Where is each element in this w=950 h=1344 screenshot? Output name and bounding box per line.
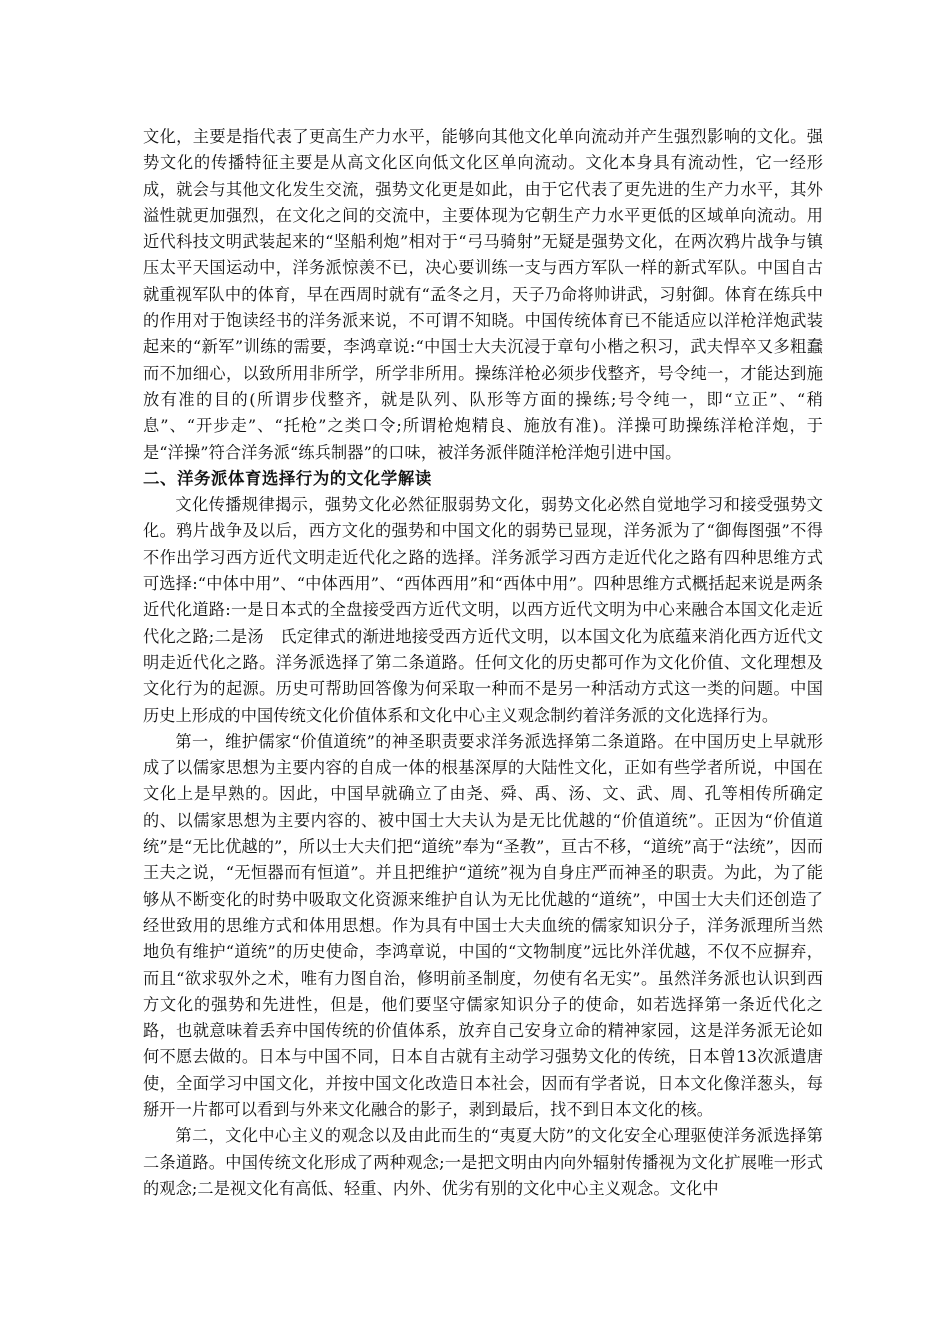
- section-heading: 二、洋务派体育选择行为的文化学解读: [143, 468, 432, 488]
- paragraph: 文化，主要是指代表了更高生产力水平，能够向其他文化单向流动并产生强烈影响的文化。强势文化的传播特征主要是从高文化区向低文化区单向流动。文化本身具有流动性，它一经形成，就会与其他文化发生交流，强势文化更是如此，由于它代表了更先进的生产力水平，其外溢性就更加强烈，在文化之间的交流中，主要体现为它朝生产力水平更低的区域单向流动。用近代科技文明武装起来的“坚船利炮”相对于“弓马骑射”无疑是强势文化，在两次鸦片战争与镇压太平天国运动中，洋务派惊羡不已，决心要训练一支与西方军队一样的新式军队。中国自古就重视军队中的体育，早在西周时就有“孟冬之月，天子乃命将帅讲武，习射御。体育在练兵中的作用对于饱读经书的洋务派来说，不可谓不知晓。中国传统体育已不能适应以洋枪洋炮武装起来的“新军”训练的需要，李鸿章说:“中国士大夫沉浸于章句小楷之积习，武夫悍卒又多粗蠢而不加细心，以致所用非所学，所学非所用。操练洋枪必须步伐整齐，号令纯一，才能达到施放有准的目的(所谓步伐整齐，就是队列、队形等方面的操练;号令纯一，即“立正”、“稍息”、“开步走”、“托枪”之类口令;所谓枪炮精良、施放有准)。洋操可助操练洋枪洋炮，于是“洋操”符合洋务派“练兵制器”的口味，被洋务派伴随洋枪洋炮引进中国。: [143, 127, 823, 462]
- paragraph: 第一，维护儒家“价值道统”的神圣职责要求洋务派选择第二条道路。在中国历史上早就形成了以儒家思想为主要内容的自成一体的根基深厚的大陆性文化，正如有些学者所说，中国在文化上是早熟的。因此，中国早就确立了由尧、舜、禹、汤、文、武、周、孔等相传所确定的、以儒家思想为主要内容的、被中国士大夫认为是无比优越的“价值道统”。正因为“价值道统”是“无比优越的”，所以士大夫们把“道统”奉为“圣教”，亘古不移，“道统”高于“法统”，因而王夫之说，“无恒器而有恒道”。并且把维护“道统”视为自身庄严而神圣的职责。为此，为了能够从不断变化的时势中吸取文化资源来维护自认为无比优越的“道统”，中国士大夫们还创造了经世致用的思维方式和体用思想。作为具有中国士大夫血统的儒家知识分子，洋务派理所当然地负有维护“道统”的历史使命，李鸿章说，中国的“文物制度”远比外洋优越，不仅不应摒弃，而且“欲求驭外之术，唯有力图自治，修明前圣制度，勿使有名无实”。虽然洋务派也认识到西方文化的强势和先进性，但是，他们要坚守儒家知识分子的使命，如若选择第一条近代化之路，也就意味着丢弃中国传统的价值体系，放弃自己安身立命的精神家园，这是洋务派无论如何不愿去做的。日本与中国不同，日本自古就有主动学习强势文化的传统，日本曾13次派遣唐使，全面学习中国文化，并按中国文化改造日本社会，因而有学者说，日本文化像洋葱头，每掰开一片都可以看到与外来文化融合的影子，剥到最后，找不到日本文化的核。: [143, 731, 823, 1119]
- paragraph: 第二，文化中心主义的观念以及由此而生的“夷夏大防”的文化安全心理驱使洋务派选择第二条道路。中国传统文化形成了两种观念;一是把文明由内向外辐射传播视为文化扩展唯一形式的观念;二是视文化有高低、轻重、内外、优劣有别的文化中心主义观念。文化中: [143, 1126, 823, 1198]
- paragraph: 文化传播规律揭示，强势文化必然征服弱势文化，弱势文化必然自觉地学习和接受强势文化。鸦片战争及以后，西方文化的强势和中国文化的弱势已显现，洋务派为了“御侮图强”不得不作出学习西方近代文明走近代化之路的选择。洋务派学习西方走近代化之路有四种思维方式可选择:“中体中用”、“中体西用”、“西体西用”和“西体中用”。四种思维方式概括起来说是两条近代化道路:一是日本式的全盘接受西方近代文明，以西方近代文明为中心来融合本国文化走近代化之路;二是汤 氏定律式的渐进地接受西方近代文明，以本国文化为底蕴来消化西方近代文明走近代化之路。洋务派选择了第二条道路。任何文化的历史都可作为文化价值、文化理想及文化行为的起源。历史可帮助回答像为何采取一种而不是另一种活动方式这一类的问题。中国历史上形成的中国传统文化价值体系和文化中心主义观念制约着洋务派的文化选择行为。: [143, 495, 823, 725]
- document-page: [143, 124, 823, 1202]
